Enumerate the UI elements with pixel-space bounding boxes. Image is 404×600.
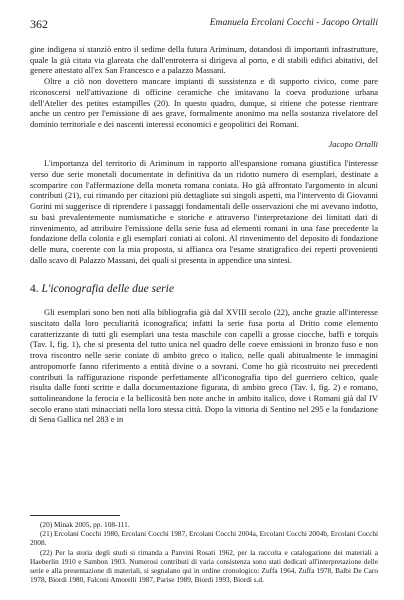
footnote-21: (21) Ercolani Cocchi 1980, Ercolani Cocchi 1987, Ercolani Cocchi 2004a, Ercolani Cocchi 2004b, Ercolani Cocchi 2008. — [30, 529, 378, 548]
paragraph-1: gine indigena si stanziò entro il sedime della futura Ariminum, dotandosi di importanti infrastrutture, quale la già citata via glareata che dall'entroterra si dirigeva al porto, e di stabili edifici abitativi, del genere attestato all'ex San Francesco e a palazzo Massani. — [30, 44, 378, 76]
paragraph-2: Oltre a ciò non dovettero mancare impianti di sussistenza e di supporto civico, come pare riconoscersi nell'attivazione di officine ceramiche che imitavano la coeva produzione urbana dell'Atelier des petites estampilles (20). In questo quadro, dunque, si ritiene che potesse rientrare anche un centro per l'emissione di aes grave, formalmente anonimo ma nella sostanza rivelatore del dominio territoriale e dei nascenti interessi economici e geopolitici dei Romani. — [30, 76, 378, 129]
paragraph-3: L'importanza del territorio di Ariminum in rapporto all'espansione romana giustifica l'interesse verso due serie monetali documentate in definitiva da un ridotto numero di esemplari, destinate a scomparire con l'affermazione della moneta romana coniata. Ho già affrontato l'argomento in alcuni contributi (21), cui rimando per citazioni più dettagliate sui singoli aspetti, ma l'intervento di Giovanni Gorini mi suggerisce di riprendere i passaggi fondamentali delle osservazioni che mi avevano indotto, su basi prevalentemente numismatiche e storiche e attraverso l'interpretazione dei limitati dati di rinvenimento, ad attribuire l'emissione della serie fusa ad elementi romani in una fase precedente la fondazione della colonia e gli esemplari coniati ai coloni. Al rinvenimento del deposito di fondazione delle mura, coerente con la mia proposta, si affianca ora l'esame stratigrafico dei reperti provenienti dallo scavo di Palazzo Massani, dei quali si presenta in appendice una sintesi. — [30, 158, 378, 265]
page-header — [30, 17, 378, 31]
page-number: 362 — [30, 17, 48, 31]
footnote-rule — [30, 515, 120, 516]
section-heading — [30, 282, 378, 296]
body-text — [30, 44, 378, 425]
section-number: 4. — [30, 283, 39, 296]
running-head: Emanuela Ercolani Cocchi - Jacopo Ortalli — [209, 17, 378, 28]
paragraph-4: Gli esemplari sono ben noti alla bibliografia già dal XVIII secolo (22), anche grazie all'interesse suscitato dalla loro peculiarità iconografica; infatti la serie fusa porta al Dritto come elemento caratterizzante di tutti gli esemplari una testa maschile con capelli a grosse ciocche, baffi e torquis (Tav. I, fig. 1), che si presenta del tutto unica nel quadro delle coeve emissioni in bronzo fuso e non trova riscontro nelle serie coniate di ambito greco o italico, nelle quali abitualmente le immagini antropomorfe fanno riferimento a entità divine o a sovrani. Come ho già ricostruito nei precedenti contributi la raffigurazione risponde perfettamente all'iconografia tipo del guerriero celtico, quale risulta dalle fonti scritte e dalla documentazione figurata, di ambito greco (Tav. I, fig. 2) e romano, sottolineandone la ferocia e la bellicosità ben note anche in ambito italico, dove i Romani già dal IV secolo erano stati minacciati nella loro stessa città. Dopo la vittoria di Sentino nel 295 e la fondazione di Sena Gallica nel 283 e in — [30, 307, 378, 425]
footnote-20: (20) Minak 2005, pp. 108-111. — [40, 520, 130, 529]
author-signature: Jacopo Ortalli — [328, 138, 378, 149]
footnote-22: (22) Per la storia degli studi si rimanda a Panvini Rosati 1962, per la raccolta e catalogazione dei materiali a Haeberlin 1910 e Sambon 1903. Numerosi contributi di varia consistenza sono stati dedicati all'interpretazione delle serie e alla presentazione di materiali, si segnalano qui in ordine cronologico: Zuffa 1964, Zuffa 1978, Balbi De Caro 1978, Biordi 1980, Falconi Amorelli 1987, Parise 1989, Biordi 1993, Biordi s.d. — [30, 547, 378, 585]
section-title: L'iconografia delle due serie — [41, 283, 174, 296]
footnotes — [30, 515, 378, 584]
